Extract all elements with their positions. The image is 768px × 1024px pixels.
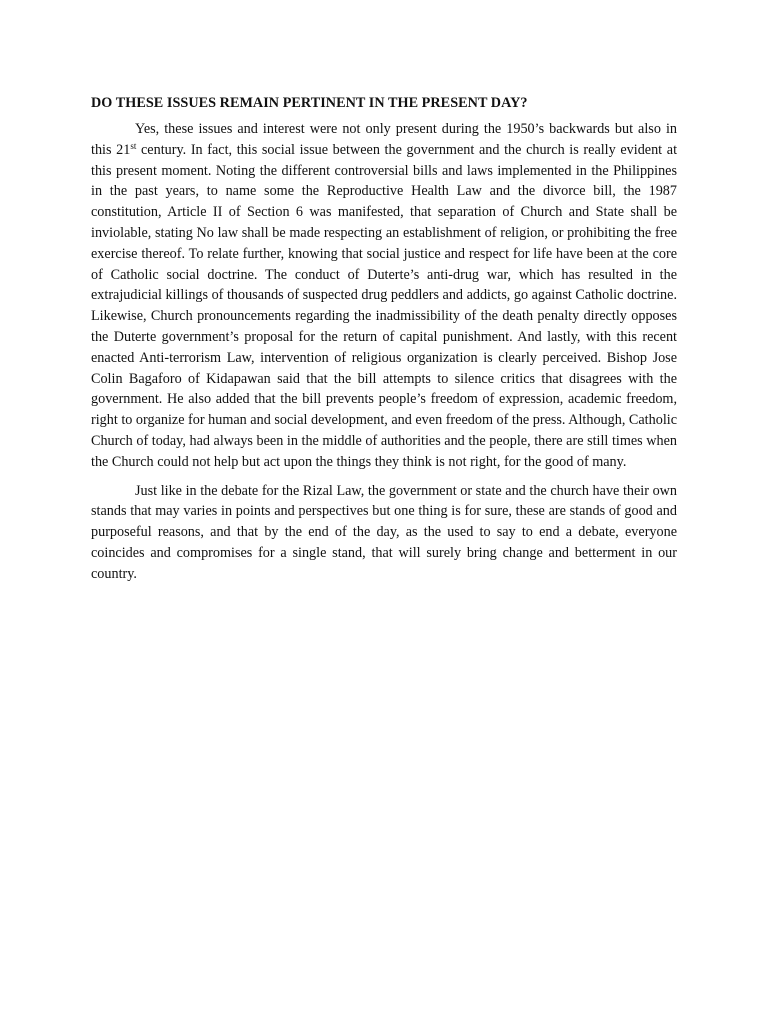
ordinal-superscript: st <box>130 140 137 151</box>
section-heading: DO THESE ISSUES REMAIN PERTINENT IN THE PRESENT DAY? <box>91 95 528 111</box>
paragraph-1-text-start: Yes, these issues and interest were not only present during the 1950’s backwards but also in this 21 <box>91 121 677 158</box>
paragraph-1 <box>91 119 677 473</box>
paragraph-1-text-end: century. In fact, this social issue between the government and the church is really evident at this present moment. Noting the different controversial bills and laws implemented in the Philippines in the past years, to name some the Reproductive Health Law and the divorce bill, the 1987 constitution, Article II of Section 6 was manifested, that separation of Church and State shall be inviolable, stating No law shall be made respecting an establishment of religion, or prohibiting the free exercise thereof. To relate further, knowing that social justice and respect for life have been at the core of Catholic social doctrine. The conduct of Duterte’s anti-drug war, which has resulted in the extrajudicial killings of thousands of suspected drug peddlers and addicts, go against Catholic doctrine. Likewise, Church pronouncements regarding the inadmissibility of the death penalty directly opposes the Duterte government’s proposal for the return of capital punishment. And lastly, with this recent enacted Anti-terrorism Law, intervention of religious organization is clearly perceived. Bishop Jose Colin Bagaforo of Kidapawan said that the bill attempts to silence critics that disagrees with the government. He also added that the bill prevents people’s freedom of expression, academic freedom, right to organize for human and social development, and even freedom of the press. Although, Catholic Church of today, had always been in the middle of authorities and the people, there are still times when the Church could not help but act upon the things they think is not right, for the good of many. <box>91 141 678 470</box>
document-body <box>91 93 677 593</box>
paragraph-2: Just like in the debate for the Rizal Law, the government or state and the church have their own stands that may varies in points and perspectives but one thing is for sure, these are stands of good and purposeful reasons, and that by the end of the day, as the used to say to end a debate, everyone coincides and compromises for a single stand, that will surely bring change and betterment in our country. <box>91 482 677 582</box>
